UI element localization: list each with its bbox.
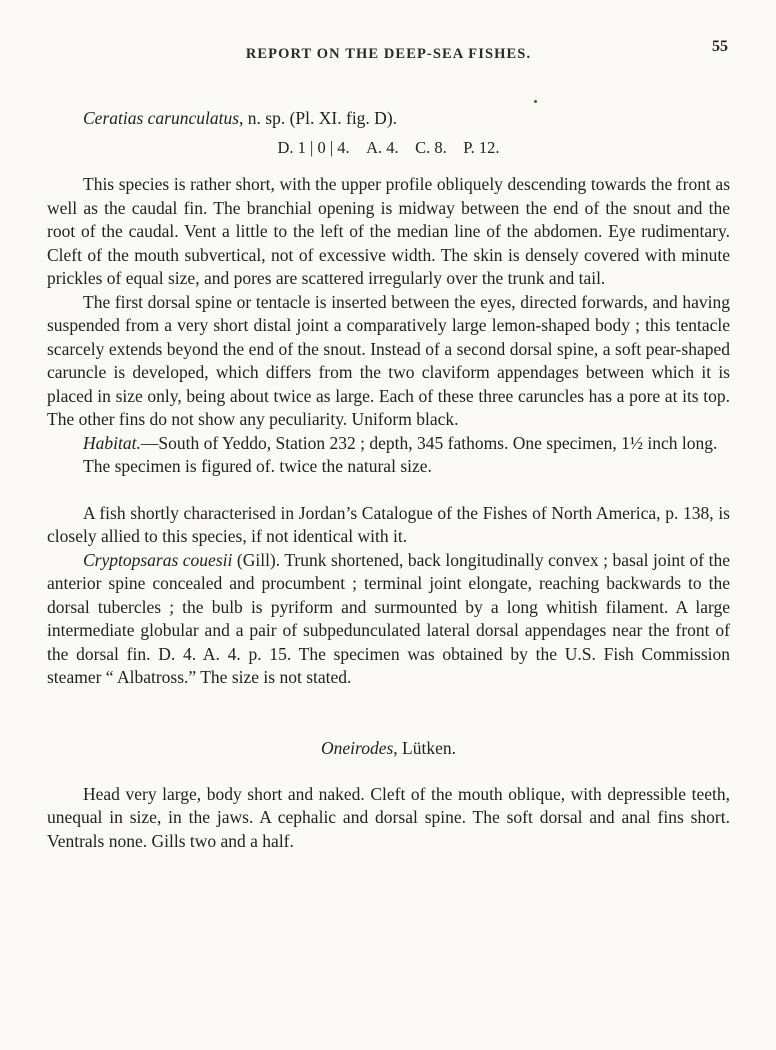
species-heading (47, 106, 730, 130)
paragraph-species-description: This species is rather short, with the upper profile obliquely descending towards the front as well as the caudal fin. The branchial opening is midway between the end of the snout and the root of the caudal. Vent a little to the left of the median line of the abdomen. Eye rudimentary. Cleft of the mouth subvertical, not of excessive width. The skin is densely covered with minute prickles of equal size, and pores are scattered irregularly over the trunk and tail. (47, 174, 730, 288)
paragraph-cryptopsaras (47, 549, 730, 690)
oneirodes-name-italic: Oneirodes (321, 737, 394, 758)
paragraph-spacer (47, 479, 730, 502)
species-name-italic: Ceratias carunculatus (83, 108, 240, 128)
cryptopsaras-text: (Gill). Trunk shortened, back longitudinally convex ; basal joint of the anterior spine concealed and procumbent ; terminal joint elongate, reaching backwards to the dorsal tubercles ; the bulb is pyriform and surmounted by a long whitish filament. A large intermediate globular and a pair of subpedunculated lateral dorsal appendages near the front of the dorsal fin. D. 4. A. 4. p. 15. The specimen was obtained by the U.S. Fish Commission steamer “ Albatross.” The size is not stated. (47, 549, 730, 687)
paragraph-figured-note: The specimen is figured of. twice the natural size. (83, 456, 432, 476)
page-header (47, 38, 730, 66)
paragraph-dorsal-spine: The first dorsal spine or tentacle is inserted between the eyes, directed forwards, and having suspended from a very short distal joint a comparatively large lemon-shaped body ; this tentacle scarcely extends beyond the end of the snout. Instead of a second dorsal spine, a soft pear-shaped caruncle is developed, which differs from the two claviform appendages between which it is placed in size only, being about twice as large. Each of these three caruncles has a pore at its top. The other fins do not show any peculiarity. Uniform black. (47, 291, 730, 429)
species-heading-rest: , n. sp. (Pl. XI. fig. D). (239, 108, 398, 128)
habitat-text: —South of Yeddo, Station 232 ; depth, 345 fathoms. One specimen, 1½ inch long. (140, 432, 718, 453)
paragraph-habitat (47, 432, 730, 456)
cryptopsaras-name-italic: Cryptopsaras couesii (83, 549, 233, 570)
text-block (47, 106, 730, 853)
paragraph-jordan-reference: A fish shortly characterised in Jordan’s Catalogue of the Fishes of North America, p. 138, is closely allied to this species, if not identical with it. (47, 502, 730, 546)
page-number: 55 (712, 38, 728, 55)
fin-ray-formula: D. 1 | 0 | 4. A. 4. C. 8. P. 12. (277, 138, 500, 157)
oneirodes-section-heading (47, 736, 730, 760)
paragraph-oneirodes-description: Head very large, body short and naked. Cleft of the mouth oblique, with depressible teeth, unequal in size, in the jaws. A cephalic and dorsal spine. The soft dorsal and anal fins short. Ventrals none. Gills two and a half. (47, 783, 730, 851)
habitat-label-italic: Habitat. (83, 432, 141, 453)
oneirodes-heading-rest: , Lütken. (393, 737, 456, 758)
running-title: REPORT ON THE DEEP-SEA FISHES. (245, 46, 532, 62)
scan-artifact-dot (534, 100, 537, 103)
